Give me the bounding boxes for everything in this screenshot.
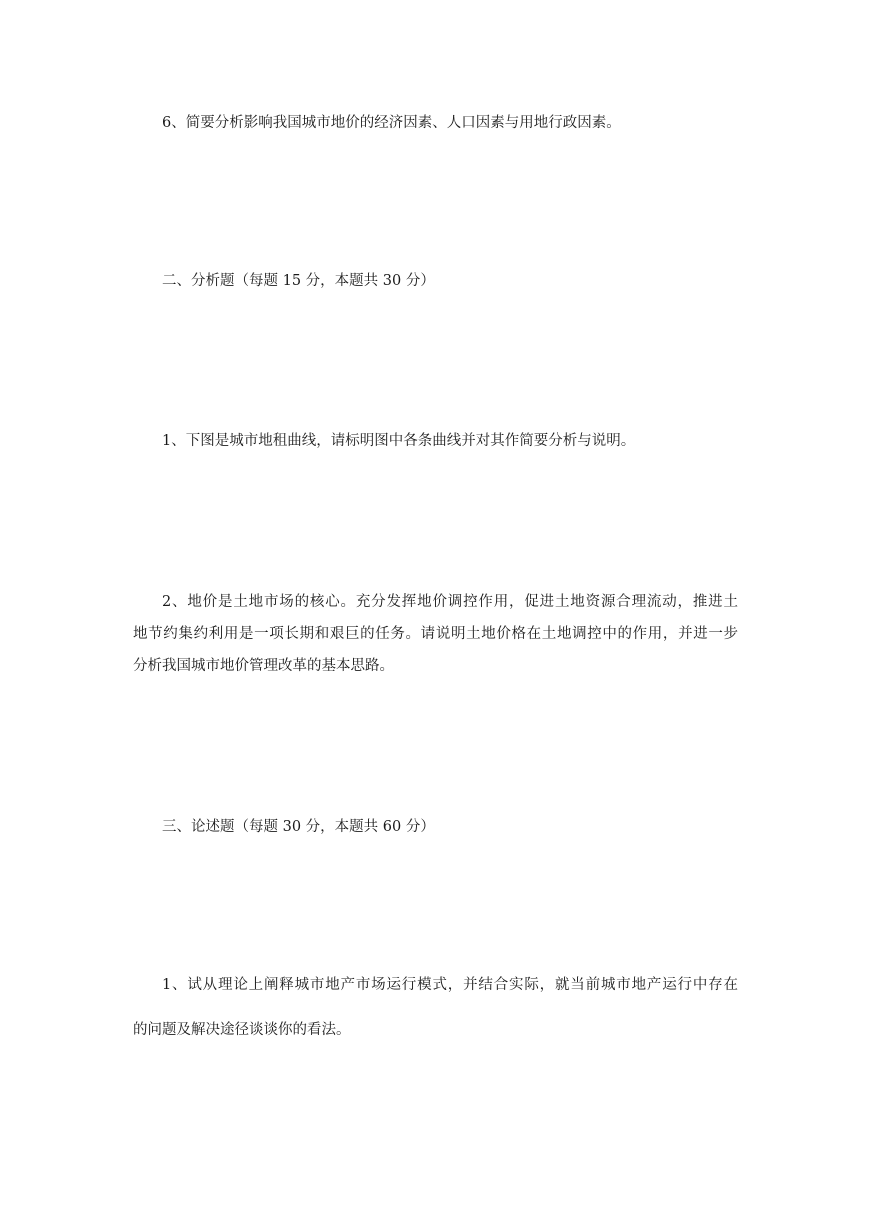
section-2-question-1: 1、下图是城市地租曲线，请标明图中各条曲线并对其作简要分析与说明。 — [162, 433, 636, 449]
question-6: 6、简要分析影响我国城市地价的经济因素、人口因素与用地行政因素。 — [162, 115, 621, 131]
section-2-heading: 二、分析题（每题 15 分，本题共 30 分） — [162, 273, 435, 289]
section-2-question-2-line-2: 地节约集约利用是一项长期和艰巨的任务。请说明土地价格在土地调控中的作用，并进一步 — [133, 626, 738, 642]
section-3-question-1-line-2: 的问题及解决途径谈谈你的看法。 — [133, 1022, 351, 1038]
section-3-question-1-line-1: 1、试从理论上阐释城市地产市场运行模式，并结合实际，就当前城市地产运行中存在 — [162, 977, 738, 993]
section-2-question-2-line-1: 2、地价是土地市场的核心。充分发挥地价调控作用，促进土地资源合理流动，推进土 — [162, 594, 738, 610]
section-3-heading: 三、论述题（每题 30 分，本题共 60 分） — [162, 819, 435, 835]
section-2-question-2-line-3: 分析我国城市地价管理改革的基本思路。 — [133, 658, 394, 674]
